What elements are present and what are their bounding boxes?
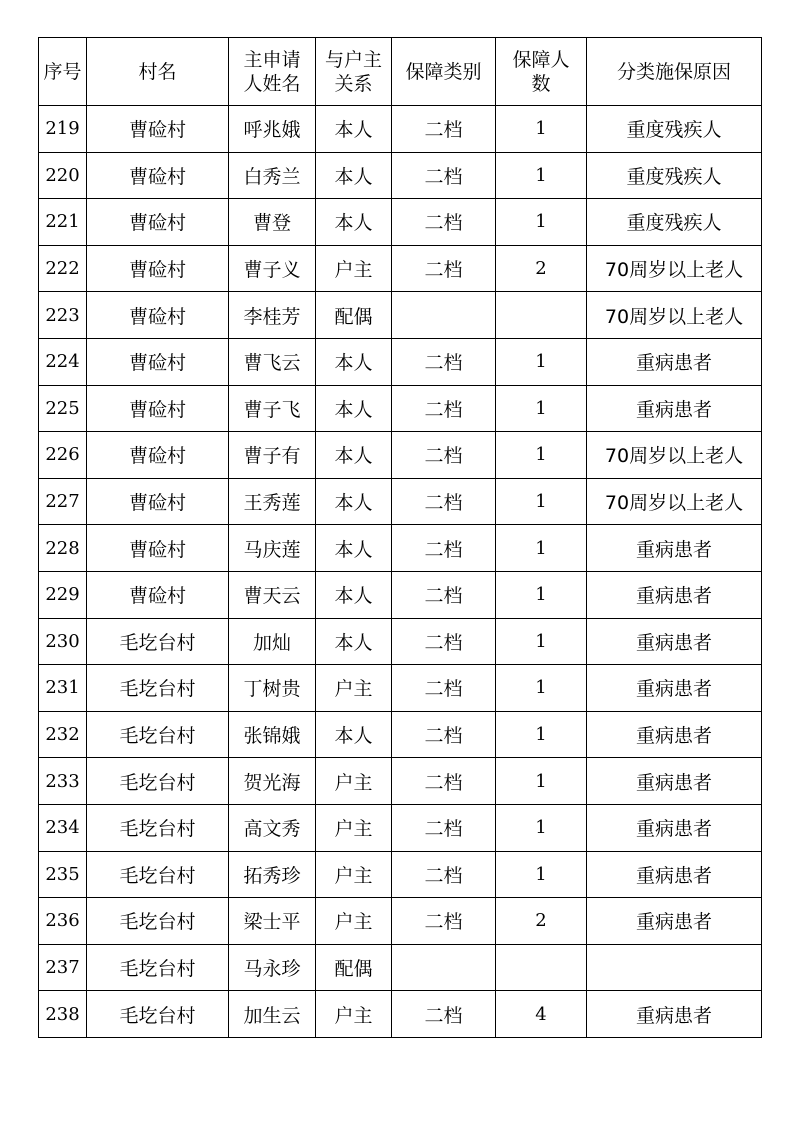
table-row <box>39 106 762 153</box>
cell-count: 1 <box>496 199 587 246</box>
cell-count: 2 <box>496 245 587 292</box>
column-header-applicant <box>229 38 316 106</box>
column-header-line: 与户主 <box>324 48 382 71</box>
cell-no: 225 <box>39 385 87 432</box>
cell-reason: 重度残疾人 <box>587 199 762 246</box>
table-row <box>39 851 762 898</box>
cell-count: 2 <box>496 898 587 945</box>
table-row <box>39 152 762 199</box>
cell-no: 233 <box>39 758 87 805</box>
cell-applicant: 曹天云 <box>229 571 316 618</box>
cell-village: 毛圪台村 <box>87 804 229 851</box>
cell-count: 1 <box>496 478 587 525</box>
cell-applicant: 梁士平 <box>229 898 316 945</box>
table-row <box>39 478 762 525</box>
cell-relation: 户主 <box>316 991 392 1038</box>
table-row <box>39 571 762 618</box>
cell-no: 232 <box>39 711 87 758</box>
cell-category: 二档 <box>392 991 496 1038</box>
cell-applicant: 丁树贵 <box>229 665 316 712</box>
cell-count: 1 <box>496 758 587 805</box>
column-header-village <box>87 38 229 106</box>
column-header-line: 保障人 <box>512 48 570 71</box>
table-row <box>39 292 762 339</box>
column-header-no <box>39 38 87 106</box>
cell-count: 1 <box>496 571 587 618</box>
cell-applicant: 呼兆娥 <box>229 106 316 153</box>
cell-reason: 70周岁以上老人 <box>587 478 762 525</box>
column-header-reason <box>587 38 762 106</box>
column-header-relation <box>316 38 392 106</box>
cell-village: 曹硷村 <box>87 432 229 479</box>
table-header-row <box>39 38 762 106</box>
table-row <box>39 199 762 246</box>
cell-no: 222 <box>39 245 87 292</box>
cell-applicant: 加灿 <box>229 618 316 665</box>
cell-relation: 户主 <box>316 758 392 805</box>
cell-count: 1 <box>496 525 587 572</box>
table-row <box>39 898 762 945</box>
cell-village: 曹硷村 <box>87 245 229 292</box>
column-header-line: 保障类别 <box>405 60 482 83</box>
cell-count: 1 <box>496 665 587 712</box>
cell-relation: 本人 <box>316 478 392 525</box>
cell-relation: 本人 <box>316 106 392 153</box>
cell-applicant: 张锦娥 <box>229 711 316 758</box>
cell-no: 227 <box>39 478 87 525</box>
cell-village: 毛圪台村 <box>87 711 229 758</box>
cell-no: 223 <box>39 292 87 339</box>
cell-count: 1 <box>496 106 587 153</box>
column-header-line: 人姓名 <box>243 72 301 95</box>
cell-reason: 重病患者 <box>587 571 762 618</box>
cell-village: 曹硷村 <box>87 152 229 199</box>
cell-relation: 本人 <box>316 432 392 479</box>
table-row <box>39 711 762 758</box>
cell-count: 1 <box>496 711 587 758</box>
cell-village: 曹硷村 <box>87 338 229 385</box>
column-header-line: 序号 <box>43 60 82 83</box>
cell-category: 二档 <box>392 618 496 665</box>
cell-applicant: 贺光海 <box>229 758 316 805</box>
table-row <box>39 758 762 805</box>
column-header-count <box>496 38 587 106</box>
cell-count: 1 <box>496 152 587 199</box>
cell-count: 4 <box>496 991 587 1038</box>
cell-count <box>496 944 587 991</box>
cell-village: 毛圪台村 <box>87 618 229 665</box>
column-header-category <box>392 38 496 106</box>
cell-relation: 户主 <box>316 245 392 292</box>
cell-reason: 重病患者 <box>587 898 762 945</box>
cell-village: 毛圪台村 <box>87 851 229 898</box>
cell-count: 1 <box>496 618 587 665</box>
cell-reason: 重病患者 <box>587 665 762 712</box>
cell-no: 237 <box>39 944 87 991</box>
table-row <box>39 991 762 1038</box>
assistance-table <box>38 37 762 1038</box>
cell-applicant: 加生云 <box>229 991 316 1038</box>
cell-reason: 70周岁以上老人 <box>587 292 762 339</box>
cell-category: 二档 <box>392 199 496 246</box>
cell-reason: 重病患者 <box>587 338 762 385</box>
table-row <box>39 245 762 292</box>
table-body <box>39 106 762 1038</box>
cell-village: 曹硷村 <box>87 199 229 246</box>
cell-reason: 重病患者 <box>587 991 762 1038</box>
cell-no: 220 <box>39 152 87 199</box>
cell-category: 二档 <box>392 804 496 851</box>
cell-reason: 70周岁以上老人 <box>587 432 762 479</box>
cell-reason <box>587 944 762 991</box>
cell-relation: 户主 <box>316 665 392 712</box>
cell-applicant: 马永珍 <box>229 944 316 991</box>
column-header-line: 分类施保原因 <box>616 60 731 83</box>
cell-relation: 户主 <box>316 898 392 945</box>
cell-applicant: 马庆莲 <box>229 525 316 572</box>
column-header-line: 数 <box>531 72 551 95</box>
cell-category <box>392 292 496 339</box>
cell-no: 221 <box>39 199 87 246</box>
cell-category: 二档 <box>392 898 496 945</box>
cell-relation: 配偶 <box>316 292 392 339</box>
cell-village: 曹硷村 <box>87 478 229 525</box>
cell-category <box>392 944 496 991</box>
table-row <box>39 944 762 991</box>
cell-applicant: 曹飞云 <box>229 338 316 385</box>
cell-category: 二档 <box>392 571 496 618</box>
cell-no: 238 <box>39 991 87 1038</box>
cell-relation: 本人 <box>316 338 392 385</box>
cell-village: 毛圪台村 <box>87 665 229 712</box>
cell-applicant: 拓秀珍 <box>229 851 316 898</box>
cell-relation: 本人 <box>316 199 392 246</box>
cell-category: 二档 <box>392 665 496 712</box>
column-header-line: 村名 <box>138 60 177 83</box>
cell-count: 1 <box>496 804 587 851</box>
cell-category: 二档 <box>392 432 496 479</box>
cell-reason: 70周岁以上老人 <box>587 245 762 292</box>
cell-no: 231 <box>39 665 87 712</box>
table-row <box>39 618 762 665</box>
cell-category: 二档 <box>392 478 496 525</box>
cell-relation: 本人 <box>316 618 392 665</box>
cell-reason: 重度残疾人 <box>587 106 762 153</box>
table-row <box>39 432 762 479</box>
cell-reason: 重病患者 <box>587 711 762 758</box>
cell-relation: 本人 <box>316 152 392 199</box>
table-row <box>39 385 762 432</box>
cell-no: 236 <box>39 898 87 945</box>
cell-reason: 重病患者 <box>587 804 762 851</box>
cell-village: 毛圪台村 <box>87 944 229 991</box>
cell-count: 1 <box>496 338 587 385</box>
cell-relation: 配偶 <box>316 944 392 991</box>
cell-village: 曹硷村 <box>87 571 229 618</box>
cell-applicant: 白秀兰 <box>229 152 316 199</box>
table-row <box>39 665 762 712</box>
cell-no: 226 <box>39 432 87 479</box>
cell-category: 二档 <box>392 758 496 805</box>
cell-no: 229 <box>39 571 87 618</box>
document-page <box>38 37 761 1038</box>
cell-category: 二档 <box>392 385 496 432</box>
cell-relation: 本人 <box>316 711 392 758</box>
cell-village: 毛圪台村 <box>87 758 229 805</box>
cell-no: 230 <box>39 618 87 665</box>
cell-village: 曹硷村 <box>87 292 229 339</box>
cell-applicant: 曹子有 <box>229 432 316 479</box>
cell-count <box>496 292 587 339</box>
cell-applicant: 曹登 <box>229 199 316 246</box>
cell-reason: 重病患者 <box>587 385 762 432</box>
table-row <box>39 804 762 851</box>
cell-reason: 重病患者 <box>587 851 762 898</box>
cell-village: 曹硷村 <box>87 106 229 153</box>
table-row <box>39 338 762 385</box>
cell-applicant: 高文秀 <box>229 804 316 851</box>
cell-village: 毛圪台村 <box>87 991 229 1038</box>
cell-category: 二档 <box>392 152 496 199</box>
cell-count: 1 <box>496 385 587 432</box>
column-header-line: 关系 <box>334 72 373 95</box>
cell-applicant: 李桂芳 <box>229 292 316 339</box>
cell-reason: 重病患者 <box>587 618 762 665</box>
cell-reason: 重病患者 <box>587 525 762 572</box>
cell-applicant: 王秀莲 <box>229 478 316 525</box>
cell-relation: 本人 <box>316 385 392 432</box>
cell-relation: 户主 <box>316 851 392 898</box>
cell-no: 228 <box>39 525 87 572</box>
cell-category: 二档 <box>392 851 496 898</box>
cell-no: 234 <box>39 804 87 851</box>
cell-category: 二档 <box>392 711 496 758</box>
cell-reason: 重病患者 <box>587 758 762 805</box>
cell-reason: 重度残疾人 <box>587 152 762 199</box>
cell-no: 235 <box>39 851 87 898</box>
cell-category: 二档 <box>392 525 496 572</box>
column-header-line: 主申请 <box>243 48 301 71</box>
cell-village: 毛圪台村 <box>87 898 229 945</box>
cell-relation: 户主 <box>316 804 392 851</box>
cell-no: 224 <box>39 338 87 385</box>
cell-category: 二档 <box>392 338 496 385</box>
cell-count: 1 <box>496 851 587 898</box>
cell-no: 219 <box>39 106 87 153</box>
table-row <box>39 525 762 572</box>
cell-category: 二档 <box>392 245 496 292</box>
cell-count: 1 <box>496 432 587 479</box>
cell-applicant: 曹子义 <box>229 245 316 292</box>
cell-relation: 本人 <box>316 525 392 572</box>
cell-relation: 本人 <box>316 571 392 618</box>
cell-category: 二档 <box>392 106 496 153</box>
cell-applicant: 曹子飞 <box>229 385 316 432</box>
cell-village: 曹硷村 <box>87 525 229 572</box>
cell-village: 曹硷村 <box>87 385 229 432</box>
